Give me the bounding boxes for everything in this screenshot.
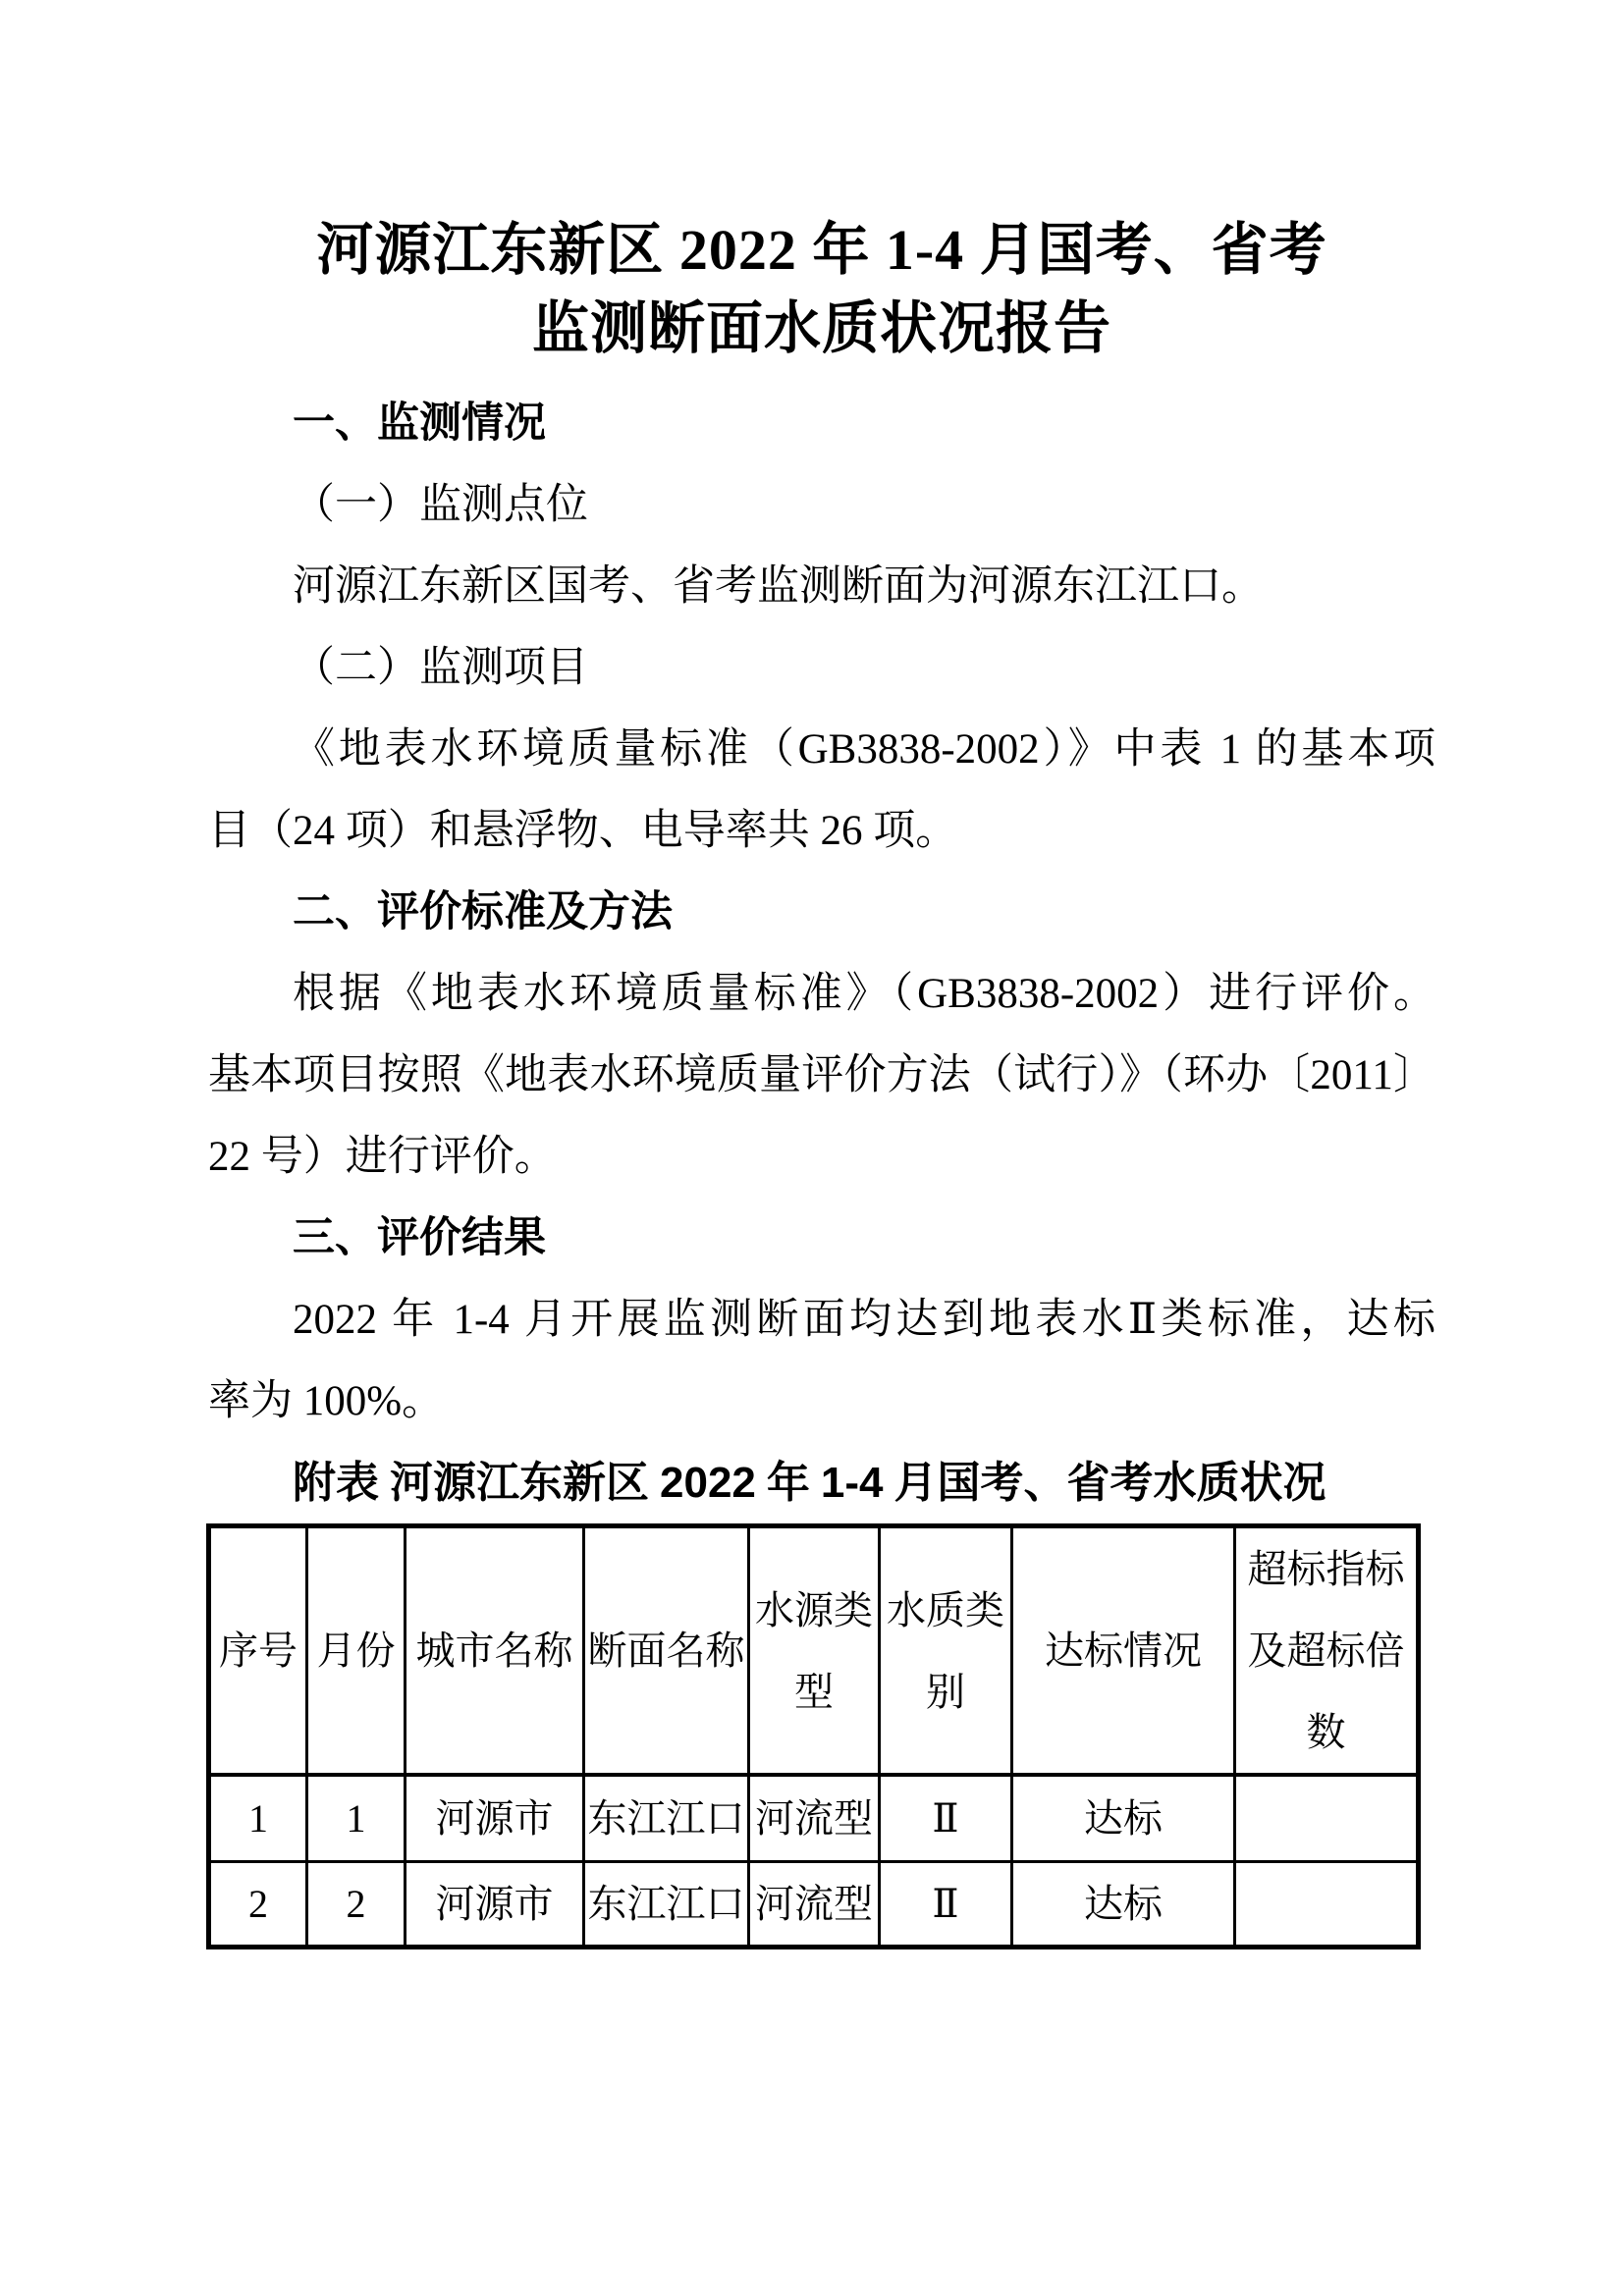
water-quality-table <box>206 1523 1421 1949</box>
para-evaluation-standard-line2: 基本项目按照《地表水环境质量评价方法（试行）》（环办〔2011〕 <box>208 1052 1435 1098</box>
document-content <box>208 211 1435 1949</box>
table-caption-text-3: 月国考、省考水质状况 <box>883 1459 1326 1507</box>
cell-water-source-type: 河流型 <box>749 1861 880 1947</box>
cell-section-name: 东江江口 <box>584 1775 749 1861</box>
para-evaluation-standard-line3: 22 号）进行评价。 <box>208 1134 557 1180</box>
col-header-water-quality-class: 水质类别 <box>880 1526 1012 1776</box>
col-header-compliance-status: 达标情况 <box>1012 1526 1235 1776</box>
heading-evaluation-result: 三、评价结果 <box>293 1214 546 1261</box>
cell-exceedance-indicators <box>1235 1775 1419 1861</box>
table-row-2 <box>209 1861 1419 1947</box>
cell-serial-number: 1 <box>209 1775 307 1861</box>
document-title-line1: 河源江东新区 2022 年 1-4 月国考、省考 <box>316 218 1327 282</box>
cell-section-name: 东江江口 <box>584 1861 749 1947</box>
table-caption-month-range: 1-4 <box>820 1459 884 1507</box>
cell-month: 1 <box>307 1775 406 1861</box>
para-evaluation-result-line2: 率为 100%。 <box>208 1378 445 1424</box>
col-header-exceedance-indicators: 超标指标及超标倍数 <box>1235 1526 1419 1776</box>
col-header-section-name: 断面名称 <box>584 1526 749 1776</box>
col-header-month: 月份 <box>307 1526 406 1776</box>
cell-serial-number: 2 <box>209 1861 307 1947</box>
document-title-line2: 监测断面水质状况报告 <box>531 296 1111 360</box>
table-header-row <box>209 1526 1419 1776</box>
cell-month: 2 <box>307 1861 406 1947</box>
cell-city-name: 河源市 <box>406 1861 584 1947</box>
para-monitoring-points: 河源江东新区国考、省考监测断面为河源东江江口。 <box>293 563 1264 610</box>
cell-exceedance-indicators <box>1235 1861 1419 1947</box>
cell-water-quality-class: Ⅱ <box>880 1861 1012 1947</box>
table-caption <box>208 1442 1435 1523</box>
heading-evaluation-standard: 二、评价标准及方法 <box>293 888 673 935</box>
para-evaluation-result-line1: 2022 年 1-4 月开展监测断面均达到地表水Ⅱ类标准，达标 <box>293 1297 1435 1343</box>
cell-city-name: 河源市 <box>406 1775 584 1861</box>
para-monitoring-items-line2: 目（24 项）和悬浮物、电导率共 26 项。 <box>208 808 958 854</box>
col-header-serial-number: 序号 <box>209 1526 307 1776</box>
para-evaluation-standard-line1: 根据《地表水环境质量标准》（GB3838-2002）进行评价。 <box>293 971 1435 1017</box>
document-title <box>208 211 1435 368</box>
col-header-city-name: 城市名称 <box>406 1526 584 1776</box>
para-monitoring-items-line1: 《地表水环境质量标准（GB3838-2002）》中表 1 的基本项 <box>293 726 1435 773</box>
table-caption-text-1: 附表 河源江东新区 <box>293 1459 660 1507</box>
cell-water-quality-class: Ⅱ <box>880 1775 1012 1861</box>
table-caption-text-2: 年 <box>755 1459 821 1507</box>
subheading-monitoring-points: （一）监测点位 <box>293 482 588 528</box>
cell-compliance-status: 达标 <box>1012 1861 1235 1947</box>
table-row-1 <box>209 1775 1419 1861</box>
subheading-monitoring-items: （二）监测项目 <box>293 645 588 691</box>
table-caption-year: 2022 <box>660 1459 756 1507</box>
cell-compliance-status: 达标 <box>1012 1775 1235 1861</box>
cell-water-source-type: 河流型 <box>749 1775 880 1861</box>
document-body <box>208 383 1435 1442</box>
heading-monitoring-overview: 一、监测情况 <box>293 400 546 447</box>
col-header-water-source-type: 水源类型 <box>749 1526 880 1776</box>
